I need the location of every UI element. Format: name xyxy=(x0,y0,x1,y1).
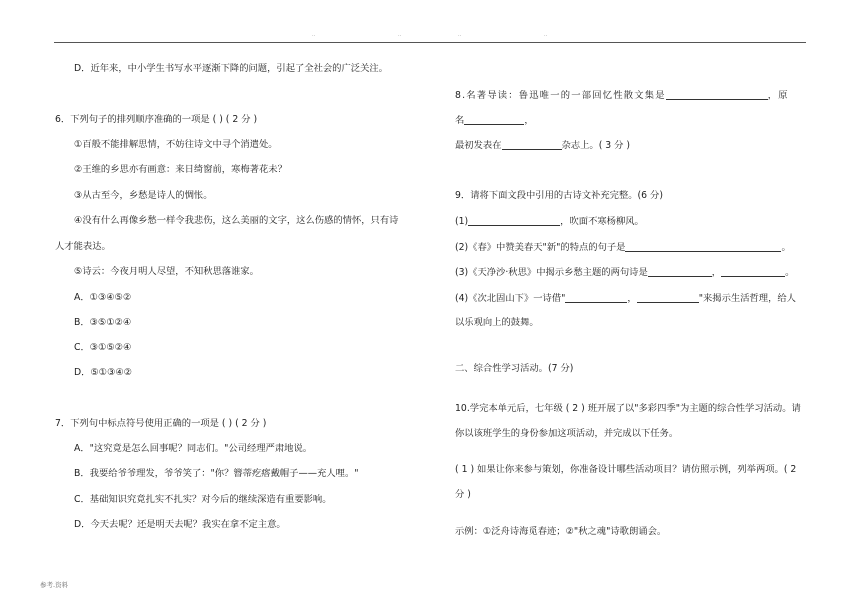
footer-note: 参考.资料 xyxy=(40,581,69,589)
answer-blank[interactable] xyxy=(464,114,524,125)
q6-sentence-4: ④没有什么再像乡愁一样令我悲伤，这么美丽的文字，这么伤感的情怀，只有诗 xyxy=(74,215,399,226)
q6-sentence-5: ⑤诗云：今夜月明人尽望，不知秋思落谁家。 xyxy=(74,266,259,277)
q6-option-c: C．③①⑤②④ xyxy=(74,342,132,353)
q6-sentence-2: ②王维的乡思亦有画意：来日绮窗前，寒梅著花未？ xyxy=(74,164,287,175)
answer-blank[interactable] xyxy=(625,241,781,252)
q8-line-3: 最初发表在 杂志上。( 3 分 ) xyxy=(455,140,631,151)
header-rule xyxy=(54,42,806,43)
answer-blank[interactable] xyxy=(637,292,699,303)
q10-example: 示例：①泛舟诗海觅春迹；②"秋之魂"诗歌朗诵会。 xyxy=(455,526,667,537)
q7-option-a: A．"这究竟是怎么回事呢？同志们。"公司经理严肃地说。 xyxy=(74,443,313,454)
q9-item-4: (4)《次北固山下》一诗借" ， "来揭示生活哲理，给人 xyxy=(455,293,796,304)
header-dot: ·· xyxy=(398,33,402,39)
q6-sentence-4-cont: 人才能表达。 xyxy=(55,241,111,252)
header-dot: ·· xyxy=(458,33,462,39)
q6-sentence-1: ①百般不能排解思情，不妨往诗文中寻个消遣处。 xyxy=(74,139,278,150)
header-dot: ·· xyxy=(312,33,316,39)
q10-sub1-cont: 分 ) xyxy=(455,489,471,500)
q10-line-1: 10.学完本单元后，七年级 ( 2 ) 班开展了以"多彩四季"为主题的综合性学习活动。请 xyxy=(455,403,801,414)
q10-line-2: 你以该班学生的身份参加这项活动，并完成以下任务。 xyxy=(455,428,679,439)
q8-line-1: 8.名著导读：鲁迅唯一的一部回忆性散文集是 ，原 xyxy=(455,90,789,101)
q10-sub1: ( 1 ) 如果让你来参与策划，你准备设计哪些活动项目？请仿照示例，列举两项。( 2 xyxy=(455,464,797,475)
header-dot: ·· xyxy=(544,33,548,39)
answer-blank[interactable] xyxy=(468,215,560,226)
q6-option-d: D．⑤①③④② xyxy=(74,367,133,378)
answer-blank[interactable] xyxy=(565,292,627,303)
q6-option-b: B．③⑤①②④ xyxy=(74,317,132,328)
q6-option-a: A．①③④⑤② xyxy=(74,292,132,303)
answer-blank[interactable] xyxy=(721,266,785,277)
answer-blank[interactable] xyxy=(502,139,562,150)
q9-item-1: (1) ，吹面不寒杨柳风。 xyxy=(455,216,644,227)
q6-stem: 6．下列句子的排列顺序准确的一项是 ( ) ( 2 分 ) xyxy=(55,114,258,125)
q7-option-c: C．基础知识究竟扎实不扎实？对今后的继续深造有重要影响。 xyxy=(74,494,332,505)
q8-line-2: 名 ， xyxy=(455,115,534,126)
q6-sentence-3: ③从古至今，乡愁是诗人的惆怅。 xyxy=(74,190,213,201)
answer-blank[interactable] xyxy=(666,89,768,100)
q5-option-d: D．近年来，中小学生书写水平逐渐下降的问题，引起了全社会的广泛关注。 xyxy=(74,63,388,74)
q7-stem: 7．下列句中标点符号使用正确的一项是 ( ) ( 2 分 ) xyxy=(55,418,267,429)
q7-option-d: D．今天去呢？还是明天去呢？我实在拿不定主意。 xyxy=(74,519,286,530)
q9-item-4-cont: 以乐观向上的鼓舞。 xyxy=(455,317,539,328)
q9-stem: 9．请将下面文段中引用的古诗文补充完整。(6 分) xyxy=(455,190,663,201)
section-2-heading: 二、综合性学习活动。(7 分) xyxy=(455,363,574,374)
answer-blank[interactable] xyxy=(648,266,712,277)
q9-item-3: (3)《天净沙·秋思》中揭示乡愁主题的两句诗是 ， 。 xyxy=(455,267,795,278)
q9-item-2: (2)《春》中赞美春天"新"的特点的句子是 。 xyxy=(455,242,791,253)
q7-option-b: B．我要给爷爷理发，爷爷笑了："你？簪蒂疙瘩戴帽子——充人哩。" xyxy=(74,468,359,479)
